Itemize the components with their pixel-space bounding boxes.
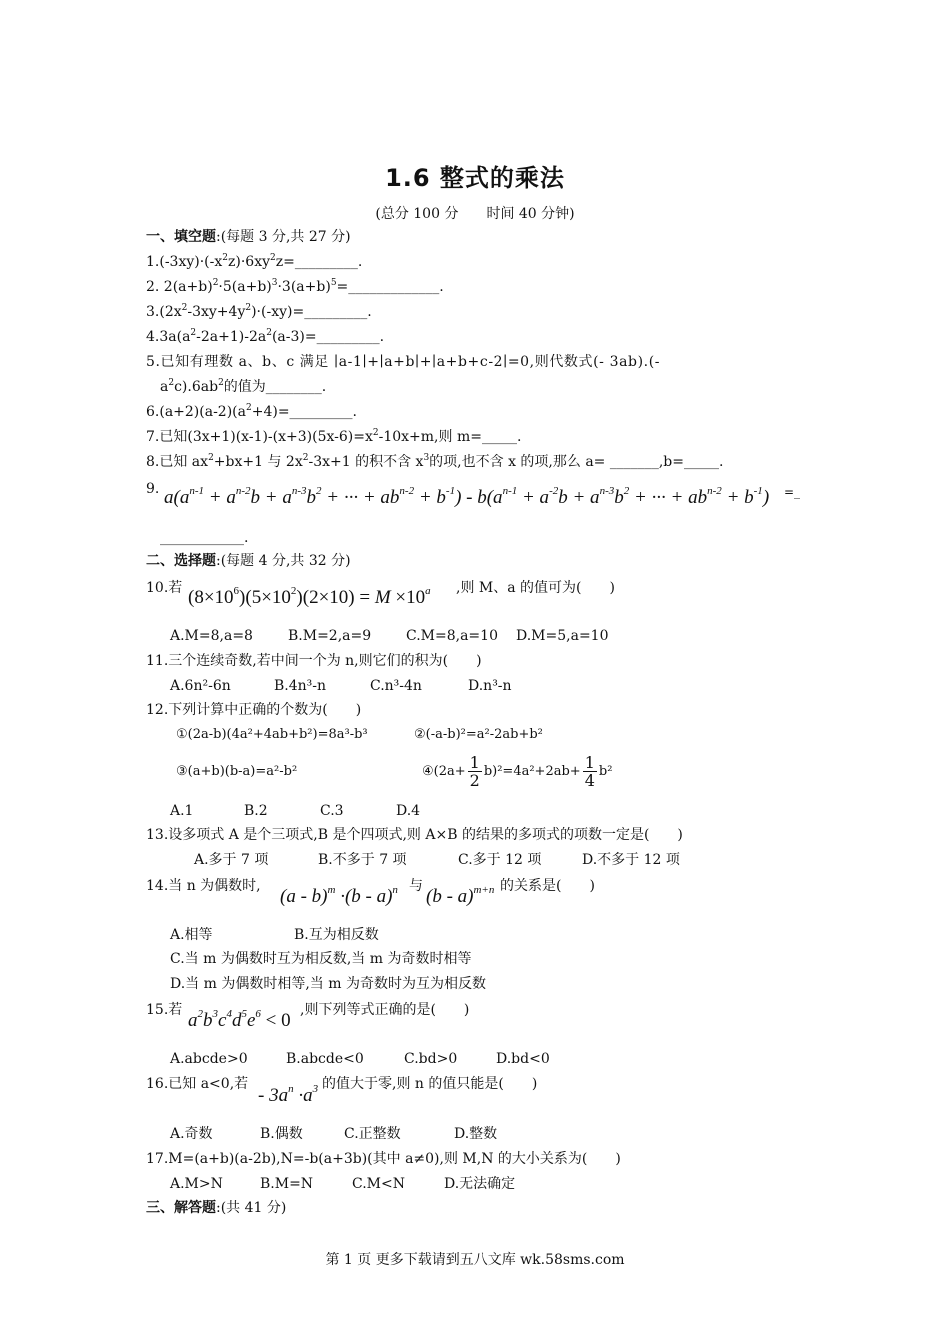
section-note: :(共 41 分) (216, 1200, 287, 1216)
option: B.2 (244, 803, 268, 819)
option: C.3 (320, 803, 344, 819)
section-heading-choice (146, 551, 351, 571)
option: A.多于 7 项 (194, 852, 269, 868)
q4-part: (a-3)=_________. (271, 329, 385, 345)
q3-part: 3.(2x (146, 304, 182, 320)
q8-part: -3x+1 的积不含 x (308, 454, 424, 470)
question-10-post: ,则 M、a 的值可为( ) (456, 580, 615, 596)
question-6: $6.(a+2)(a-2)(a^2+4)=\_\_\_\_\_\_\_\_\_$. (146, 403, 357, 420)
q8-part: +bx+1 与 2x (213, 454, 303, 470)
q3-part: )·(-xy)=_________. (251, 304, 372, 320)
section-note: :(每题 4 分,共 32 分) (216, 553, 351, 569)
option: B.互为相反数 (294, 927, 379, 943)
q3-part: -3xy+4y (187, 304, 246, 320)
question-10-formula: $(8\times 10^6)(5\times 10^2)(2\times 10) = M \times 10^a$ (188, 585, 431, 608)
numerator: 1 (469, 753, 480, 772)
section-title: 二、选择题 (146, 553, 216, 569)
question-14-mid: 与 (409, 878, 423, 894)
option: C.多于 12 项 (458, 852, 542, 868)
q7-part: -10x+m,则 m=_____. (378, 429, 522, 445)
q5-part: c).6ab (174, 379, 219, 395)
page-footer: 第 1 页 更多下载请到五八文库 wk.58sms.com (325, 1252, 625, 1268)
option: A.M>N (170, 1176, 223, 1192)
section-heading-answer (146, 1198, 286, 1218)
option: D.bd<0 (496, 1051, 550, 1067)
option: C.bd>0 (404, 1051, 458, 1067)
option: A.奇数 (170, 1126, 213, 1142)
question-9-number: 9. (146, 481, 160, 497)
question-15-post: ,则下列等式正确的是( ) (300, 1002, 470, 1018)
q8-part: 的项,也不含 x 的项,那么 a= _______,b=_____. (429, 454, 724, 470)
question-12-options (170, 801, 420, 821)
question-15-formula: $a^2b^3c^4d^5e^6 < 0$ (188, 1008, 291, 1031)
question-3: $3.(2x^2-3xy+4y^2)\cdot(-xy)=\_\_\_\_\_\_\_\_\_$. (146, 303, 372, 320)
option: A.1 (170, 803, 194, 819)
question-17-options (170, 1174, 515, 1194)
page-subtitle: (总分 100 分 时间 40 分钟) (375, 206, 575, 222)
option: A.相等 (170, 927, 213, 943)
question-14-formula-2: (b - a)$^{m+n}$ (426, 884, 495, 907)
option: C.正整数 (344, 1126, 401, 1142)
question-2: 2. $2(a+b)^2\cdot 5(a+b)^3\cdot 3(a+b)^5=\_\_\_\_\_\_\_\_\_\_\_\_\_$. (146, 278, 444, 295)
section-heading-fill (146, 227, 351, 247)
question-9-blank: ____________. (160, 530, 249, 546)
question-5-line1: 5.已知有理数 a、b、c 满足 ∣a-1∣+∣a+b∣+∣a+b+c-2∣=0,则代数式(- 3ab).(- (146, 354, 661, 370)
question-12-item-2: ②(-a-b)²=a²-2ab+b² (414, 727, 543, 742)
q5-part: a (160, 379, 169, 395)
question-8: 8.已知 $ax^2+bx+1$ 与 $2x^2-3x+1$ 的积不含 $x^3$的项,也不含 x 的项,那么 a= _______,b=_____. (146, 453, 724, 470)
question-14-pre: 14.当 n 为偶数时, (146, 878, 261, 894)
question-5-line2: $a^2c).6ab^2$的值为________. (160, 378, 327, 395)
option: C.M<N (352, 1176, 405, 1192)
fraction (468, 754, 482, 789)
option: C.当 m 为偶数时互为相反数,当 m 为奇数时相等 (170, 951, 472, 967)
q4-part: 4.3a(a (146, 329, 191, 345)
option: C.n³-4n (370, 678, 422, 694)
question-4: $4.3a(a^2-2a+1)-2a^2(a-3)=\_\_\_\_\_\_\_\_\_$. (146, 328, 385, 345)
question-9-formula: $a(a^{n-1} + a^{n-2}b + a^{n-3}b^2$ + ··· + $ab^{n-2} + b^{-1}) - b(a^{n-1} + a^{-2}b + a^{n-3}b^2$ + ··· + $ab^{n-2} + b^{-1}$) (164, 485, 770, 508)
question-16-formula: - $3a^n \cdot a^3$ (258, 1083, 319, 1106)
question-13-options (194, 850, 680, 870)
option: D.不多于 12 项 (582, 852, 680, 868)
q6-part: +4)=_________. (251, 404, 357, 420)
question-7: 7.已知$(3x+1)(x-1)-(x+3)(5x-6)=x^2-10x+m$,则 m=_____. (146, 428, 522, 445)
option: D.当 m 为偶数时相等,当 m 为奇数时为互为相反数 (170, 976, 486, 992)
option: D.M=5,a=10 (516, 628, 609, 644)
question-11-options (170, 676, 512, 696)
q2-part: =_____________. (336, 279, 444, 295)
question-15-pre: 15.若 (146, 1002, 183, 1018)
option: A.6n²-6n (170, 678, 231, 694)
section-title: 三、解答题 (146, 1200, 216, 1216)
question-16-post: 的值大于零,则 n 的值只能是( ) (322, 1076, 538, 1092)
question-12-item-4 (422, 746, 612, 798)
q7-part: 7.已知(3x+1)(x-1)-(x+3)(5x-6)=x (146, 429, 373, 445)
q5-part: 的值为________. (223, 379, 327, 395)
q1-part: z=_________. (275, 254, 363, 270)
question-12-item-1: ①(2a-b)(4a²+4ab+b²)=8a³-b³ (176, 727, 368, 742)
q4-part: -2a+1)-2a (196, 329, 267, 345)
option: D.无法确定 (444, 1176, 516, 1192)
question-15-options (170, 1049, 550, 1069)
option: B.abcde<0 (286, 1051, 364, 1067)
q12-part: b)²=4a²+2ab+ (483, 764, 581, 779)
denominator: 2 (469, 771, 480, 790)
numerator: 1 (584, 753, 595, 772)
option: B.偶数 (260, 1126, 303, 1142)
option: A.M=8,a=8 (170, 628, 253, 644)
q8-part: 8.已知 ax (146, 454, 209, 470)
question-12: 12.下列计算中正确的个数为( ) (146, 702, 362, 718)
option: D.n³-n (468, 678, 512, 694)
page-title: 1.6 整式的乘法 (385, 164, 565, 192)
section-title: 一、填空题 (146, 229, 216, 245)
question-10-options (170, 626, 609, 646)
question-16-pre: 16.已知 a<0,若 (146, 1076, 249, 1092)
question-9-tail: =_ (784, 485, 801, 499)
fraction (583, 754, 597, 789)
question-14-formula-1: (a - b)$^m$ ·(b - a)$^n$ (280, 884, 398, 907)
q1-part: z)·6xy (228, 254, 270, 270)
q12-part: b² (598, 764, 613, 779)
denominator: 4 (584, 771, 595, 790)
question-1: $1.(-3xy)\cdot(-x^2z)\cdot 6xy^2z=\_\_\_\_\_\_\_\_\_$. (146, 253, 363, 270)
option: D.整数 (454, 1126, 498, 1142)
option: B.不多于 7 项 (318, 852, 407, 868)
option: B.4n³-n (274, 678, 327, 694)
q2-part: 2. 2(a+b) (146, 279, 213, 295)
question-17: 17.M=(a+b)(a-2b),N=-b(a+3b)(其中 a≠0),则 M,N 的大小关系为( ) (146, 1151, 621, 1167)
option: A.abcde>0 (170, 1051, 248, 1067)
q12-part: ④(2a+ (422, 764, 466, 779)
q1-part: 1.(-3xy)·(-x (146, 254, 223, 270)
option: D.4 (396, 803, 421, 819)
q2-part: ·3(a+b) (277, 279, 331, 295)
question-11: 11.三个连续奇数,若中间一个为 n,则它们的积为( ) (146, 653, 482, 669)
question-16-options (170, 1124, 497, 1144)
section-note: :(每题 3 分,共 27 分) (216, 229, 351, 245)
question-14-post: 的关系是( ) (500, 878, 595, 894)
question-10-pre: 10.若 (146, 580, 183, 596)
q2-part: ·5(a+b) (218, 279, 272, 295)
question-12-item-3: ③(a+b)(b-a)=a²-b² (176, 764, 298, 779)
q6-part: 6.(a+2)(a-2)(a (146, 404, 246, 420)
question-13: 13.设多项式 A 是个三项式,B 是个四项式,则 A×B 的结果的多项式的项数一定是( ) (146, 827, 683, 843)
option: C.M=8,a=10 (406, 628, 498, 644)
option: B.M=2,a=9 (288, 628, 372, 644)
option: B.M=N (260, 1176, 314, 1192)
